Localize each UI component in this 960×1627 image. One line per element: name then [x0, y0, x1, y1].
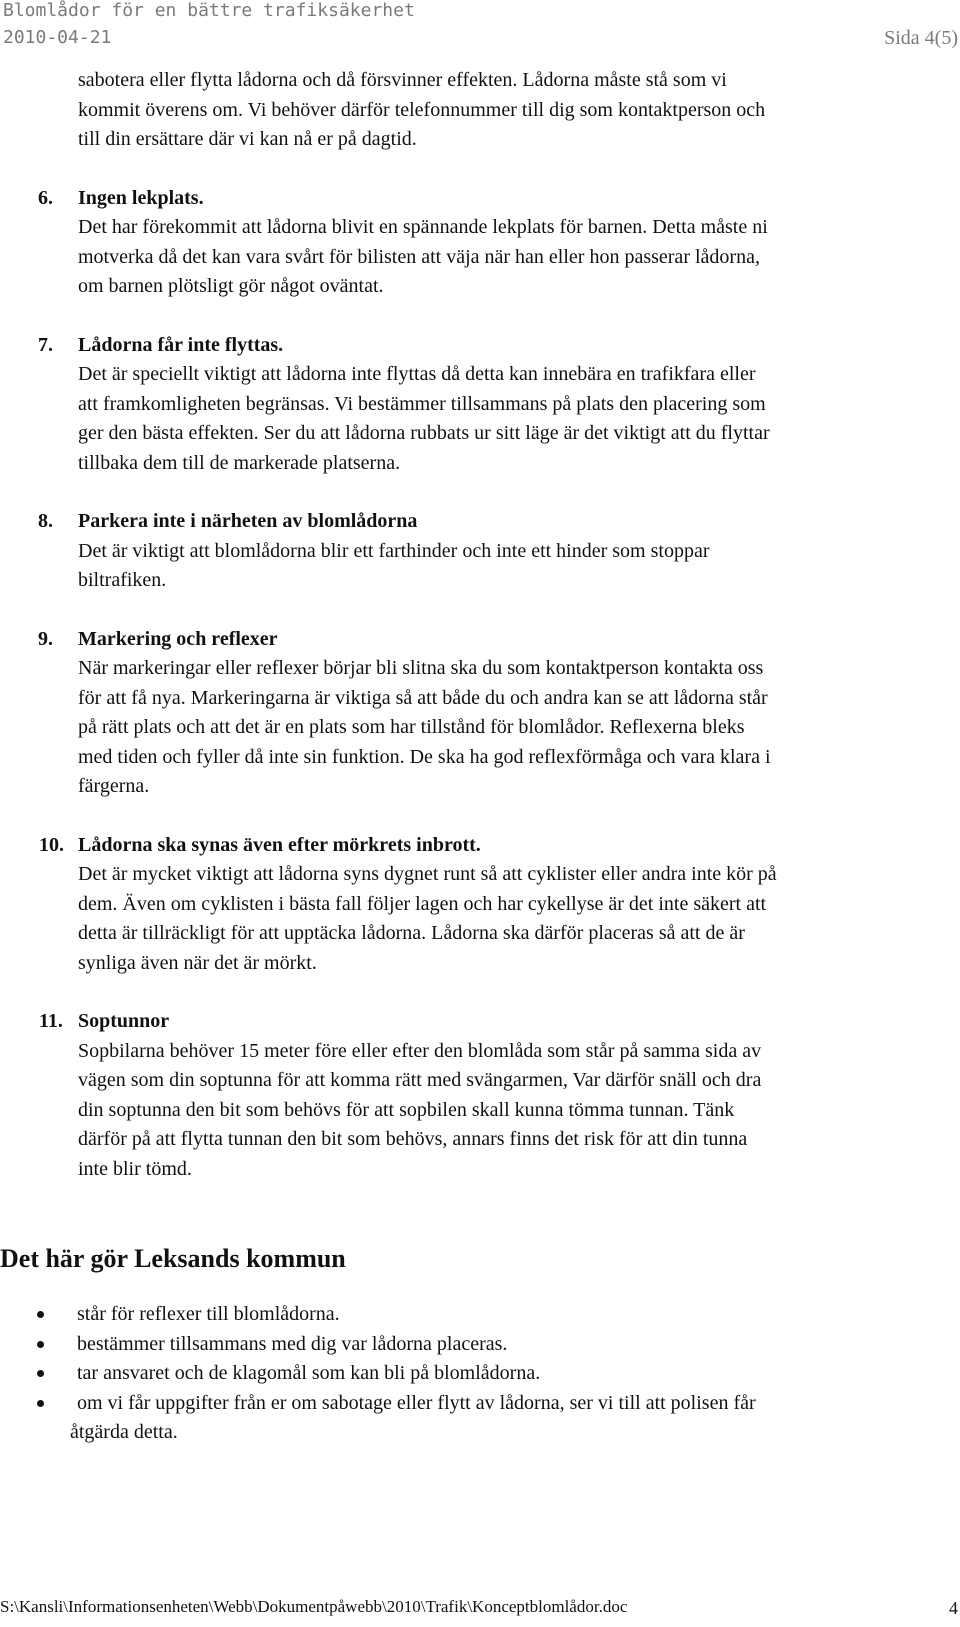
list-item-9 [38, 625, 958, 802]
text-line: inte blir tömd. [78, 1157, 192, 1180]
item-heading: Parkera inte i närheten av blomlådorna [78, 510, 418, 532]
item-number: 6. [38, 186, 53, 209]
bullet-item [0, 1330, 958, 1360]
text-line: biltrafiken. [78, 569, 167, 591]
text-line: Det är viktigt att blomlådorna blir ett farthinder och inte ett hinder som stoppar [78, 539, 710, 562]
intro-paragraph [78, 66, 958, 155]
text-line: för att få nya. Markeringarna är viktiga så att både du och andra kan se att lådorna står [78, 686, 768, 709]
text-line: kommit överens om. Vi behöver därför telefonnummer till dig som kontaktperson och [78, 98, 766, 121]
bullet-icon [37, 1341, 44, 1348]
text-line: synliga även när det är mörkt. [78, 951, 317, 974]
text-line: sabotera eller flytta lådorna och då försvinner effekten. Lådorna måste stå som vi [78, 69, 727, 91]
document-date: 2010-04-21 [3, 27, 112, 48]
text-line: att framkomligheten begränsas. Vi bestämmer tillsammans på plats den placering som [78, 392, 766, 415]
item-heading: Soptunnor [78, 1010, 170, 1032]
text-line: vägen som din soptunna för att komma rätt med svängarmen, Var därför snäll och dra [78, 1069, 762, 1091]
bullet-item [0, 1300, 958, 1330]
bullet-list [0, 1300, 958, 1448]
text-line: ger den bästa effekten. Ser du att lådorna rubbats ur sitt läge är det viktigt att du flyttar [78, 422, 770, 444]
text-line: Det är speciellt viktigt att lådorna inte flyttas då detta kan innebära en trafikfara eller [78, 363, 756, 385]
page-indicator: Sida 4(5) [884, 27, 958, 49]
text-line: därför på att flytta tunnan den bit som behövs, annars finns det risk för att din tunna [78, 1128, 748, 1150]
bullet-icon [37, 1311, 44, 1318]
item-number: 9. [38, 627, 53, 650]
bullet-text: åtgärda detta. [70, 1421, 178, 1443]
document-title: Blomlådor för en bättre trafiksäkerhet [3, 0, 415, 21]
bullet-item [0, 1359, 958, 1389]
list-item-8 [38, 507, 958, 596]
document-body [38, 66, 958, 1184]
text-line: tillbaka dem till de markerade platserna. [78, 451, 401, 474]
text-line: på rätt plats och att det är en plats som har tillstånd för blomlådor. Reflexerna bleks [78, 716, 745, 738]
bullet-continuation [0, 1418, 958, 1448]
text-line: detta är tillräckligt för att upptäcka lådorna. Lådorna ska därför placeras så att de är [78, 922, 745, 944]
item-number: 10. [39, 833, 64, 856]
item-number: 11. [39, 1010, 63, 1032]
text-line: Det är mycket viktigt att lådorna syns dygnet runt så att cyklister eller andra inte kör på [78, 863, 777, 885]
item-heading: Markering och reflexer [78, 627, 278, 650]
list-item-7 [38, 331, 958, 479]
item-number: 8. [38, 510, 53, 532]
bullet-text: står för reflexer till blomlådorna. [77, 1303, 340, 1325]
text-line: din soptunna den bit som behövs för att sopbilen skall kunna tömma tunnan. Tänk [78, 1098, 735, 1121]
text-line: med tiden och fyller då inte sin funktion. De ska ha god reflexförmåga och vara klara i [78, 745, 771, 768]
bullet-icon [37, 1400, 44, 1407]
item-heading: Lådorna ska synas även efter mörkrets inbrott. [78, 833, 481, 856]
list-item-6 [38, 184, 958, 302]
text-line: färgerna. [78, 775, 150, 797]
list-item-10 [39, 831, 958, 979]
item-heading: Lådorna får inte flyttas. [78, 333, 284, 356]
text-line: När markeringar eller reflexer börjar bli slitna ska du som kontaktperson kontakta oss [78, 657, 764, 679]
bullet-icon [37, 1370, 44, 1377]
footer-page-number: 4 [949, 1598, 958, 1618]
text-line: Det har förekommit att lådorna blivit en spännande lekplats för barnen. Detta måste ni [78, 216, 768, 238]
item-heading: Ingen lekplats. [78, 186, 204, 209]
text-line: till din ersättare där vi kan nå er på dagtid. [78, 128, 417, 150]
bullet-text: bestämmer tillsammans med dig var lådorna placeras. [77, 1332, 508, 1355]
list-item-11 [39, 1007, 958, 1184]
bullet-item [0, 1389, 958, 1419]
section-heading: Det här gör Leksands kommun [0, 1244, 346, 1273]
text-line: Sopbilarna behöver 15 meter före eller efter den blomlåda som står på samma sida av [78, 1039, 762, 1062]
bullet-text: tar ansvaret och de klagomål som kan bli på blomlådorna. [77, 1362, 541, 1384]
text-line: dem. Även om cyklisten i bästa fall följer lagen och har cykellyse är det inte säkert att [78, 892, 767, 915]
footer-file-path: S:\Kansli\Informationsenheten\Webb\Dokumentpåwebb\2010\Trafik\Konceptblomlådor.doc [0, 1597, 628, 1616]
text-line: om barnen plötsligt gör något oväntat. [78, 275, 384, 297]
bullet-text: om vi får uppgifter från er om sabotage eller flytt av lådorna, ser vi till att polisen får [77, 1391, 756, 1414]
text-line: motverka då det kan vara svårt för bilisten att väja när han eller hon passerar lådorna, [78, 245, 760, 268]
item-number: 7. [38, 333, 53, 356]
